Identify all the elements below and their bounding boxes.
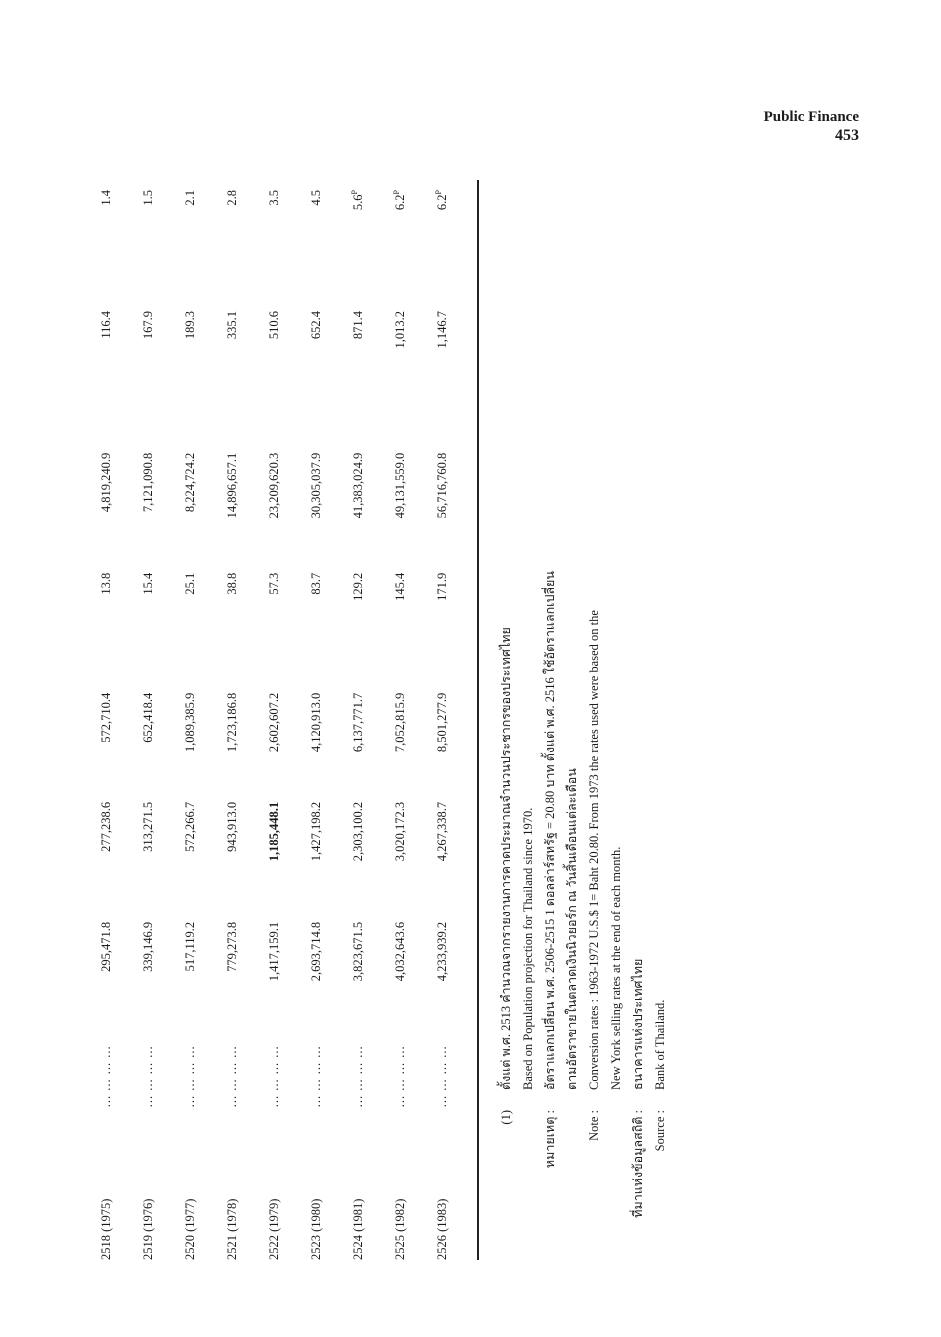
table-row (211, 180, 253, 1260)
cell-col-5: 4,819,240.9 (98, 452, 113, 513)
cell-col-5: 56,716,760.8 (434, 452, 449, 519)
data-table (85, 180, 463, 1260)
remark-label: หมายเหตุ : (543, 1110, 557, 1169)
cell-col-5: 7,121,090.8 (140, 452, 155, 513)
footnote-1-english: Based on Population projection for Thailand since 1970. (521, 807, 535, 1090)
table-bottom-rule (477, 180, 479, 1260)
source-english-label: Source : (653, 1110, 667, 1152)
cell-col-2: 1,427,198.2 (308, 801, 323, 862)
cell-col-7: 3.5 (266, 190, 281, 206)
cell-col-5: 8,224,724.2 (182, 452, 197, 513)
table-row (169, 180, 211, 1260)
table-row (379, 180, 421, 1260)
cell-col-2: 1,185,448.1 (266, 801, 281, 862)
row-year: 2518 (1975) (98, 1198, 113, 1260)
row-leader: ... ... ... ... (392, 1045, 407, 1108)
provisional-marker: P (433, 190, 443, 195)
cell-col-4: 171.9 (434, 572, 449, 601)
table-row (421, 180, 463, 1260)
source-thai-label: ที่มาแห่งข้อมูลสถิติ : (631, 1110, 645, 1218)
remark-line-2: ตามอัตราขายในตลาดเงินนิวยอร์ก ณ วันสิ้นเดือนแต่ละเดือน (565, 768, 579, 1090)
cell-col-5: 14,896,657.1 (224, 452, 239, 519)
cell-col-3: 6,137,771.7 (350, 692, 365, 753)
cell-col-6: 335.1 (224, 310, 239, 340)
cell-col-2: 4,267,338.7 (434, 801, 449, 862)
cell-col-1: 339,146.9 (140, 921, 155, 972)
cell-col-7: 1.5 (140, 190, 155, 206)
cell-col-3: 1,723,186.8 (224, 692, 239, 753)
cell-col-4: 57.3 (266, 572, 281, 595)
cell-col-6: 871.4 (350, 310, 365, 340)
row-year: 2519 (1976) (140, 1198, 155, 1260)
cell-col-3: 2,602,607.2 (266, 692, 281, 753)
cell-col-6: 510.6 (266, 310, 281, 340)
cell-col-1: 4,032,643.6 (392, 921, 407, 982)
row-leader: ... ... ... ... (434, 1045, 449, 1108)
row-year: 2526 (1983) (434, 1198, 449, 1260)
row-year: 2521 (1978) (224, 1198, 239, 1260)
cell-col-4: 83.7 (308, 572, 323, 595)
table-row (337, 180, 379, 1260)
row-leader: ... ... ... ... (350, 1045, 365, 1108)
cell-col-7: $6.2^P$ (391, 190, 408, 211)
cell-col-1: 4,233,939.2 (434, 921, 449, 982)
row-year: 2523 (1980) (308, 1198, 323, 1260)
row-leader: ... ... ... ... (224, 1045, 239, 1108)
cell-col-6: 1,146.7 (434, 310, 449, 349)
cell-col-3: 8,501,277.9 (434, 692, 449, 753)
cell-col-2: 2,303,100.2 (350, 801, 365, 862)
remark-line-1: อัตราแลกเปลี่ยน พ.ศ. 2506-2515 1 ดอลล่าร์สหรัฐ = 20.80 บาท ตั้งแต่ พ.ศ. 2516 ใช้อัตราแลกเปลี่ยน (543, 571, 557, 1090)
row-year: 2522 (1979) (266, 1198, 281, 1260)
cell-col-2: 313,271.5 (140, 801, 155, 852)
cell-col-4: 13.8 (98, 572, 113, 595)
cell-col-5: 41,383,024.9 (350, 452, 365, 519)
cell-col-3: 4,120,913.0 (308, 692, 323, 753)
source-english (649, 260, 671, 1260)
table-row (295, 180, 337, 1260)
cell-col-1: 1,417,159.1 (266, 921, 281, 982)
row-year: 2525 (1982) (392, 1198, 407, 1260)
row-leader: ... ... ... ... (98, 1045, 113, 1108)
cell-col-4: 15.4 (140, 572, 155, 595)
rotated-page-content (85, 180, 705, 1260)
note-label: Note : (587, 1110, 601, 1141)
table-row (85, 180, 127, 1260)
cell-col-3: 652,418.4 (140, 692, 155, 743)
row-leader: ... ... ... ... (140, 1045, 155, 1108)
source-thai (627, 260, 649, 1260)
cell-col-2: 572,266.7 (182, 801, 197, 852)
row-leader: ... ... ... ... (308, 1045, 323, 1108)
cell-col-5: 23,209,620.3 (266, 452, 281, 519)
cell-col-7: 2.1 (182, 190, 197, 206)
running-header (764, 108, 859, 146)
cell-col-6: 116.4 (98, 310, 113, 339)
cell-col-6: 1,013.2 (392, 310, 407, 349)
cell-col-2: 277,238.6 (98, 801, 113, 852)
note-line-1: Conversion rates : 1963-1972 U.S.$ 1= Baht 20.80. From 1973 the rates used were based on the (587, 610, 601, 1090)
page-number: 453 (835, 127, 859, 144)
cell-col-1: 3,823,671.5 (350, 921, 365, 982)
row-year: 2520 (1977) (182, 1198, 197, 1260)
cell-col-1: 779,273.8 (224, 921, 239, 972)
cell-col-4: 129.2 (350, 572, 365, 601)
cell-col-5: 30,305,037.9 (308, 452, 323, 519)
cell-col-7: 2.8 (224, 190, 239, 206)
cell-col-2: 3,020,172.3 (392, 801, 407, 862)
source-english-text: Bank of Thailand. (653, 999, 667, 1090)
table-row (253, 180, 295, 1260)
table-row (127, 180, 169, 1260)
note (583, 260, 605, 1260)
cell-col-4: 38.8 (224, 572, 239, 595)
footnote-1-thai: ตั้งแต่ พ.ศ. 2513 คำนวณจากรายงานการคาดประมาณจำนวนประชากรของประเทศไทย (499, 627, 513, 1090)
cell-col-6: 167.9 (140, 310, 155, 340)
cell-col-4: 145.4 (392, 572, 407, 601)
cell-col-6: 189.3 (182, 310, 197, 340)
footnote-1-label: (1) (499, 1110, 513, 1125)
row-leader: ... ... ... ... (266, 1045, 281, 1108)
cell-col-3: 1,089,385.9 (182, 692, 197, 753)
cell-col-3: 7,052,815.9 (392, 692, 407, 753)
row-leader: ... ... ... ... (182, 1045, 197, 1108)
cell-col-1: 2,693,714.8 (308, 921, 323, 982)
cell-col-7: 1.4 (98, 190, 113, 206)
cell-col-5: 49,131,559.0 (392, 452, 407, 519)
footnotes (495, 260, 671, 1260)
cell-col-4: 25.1 (182, 572, 197, 595)
footnote-1 (495, 260, 517, 1260)
cell-col-7: $6.2^P$ (433, 190, 450, 211)
provisional-marker: P (349, 190, 359, 195)
source-thai-text: ธนาคารแห่งประเทศไทย (631, 958, 645, 1090)
cell-col-1: 295,471.8 (98, 921, 113, 972)
cell-col-1: 517,119.2 (182, 921, 197, 972)
section-title: Public Finance (763, 109, 859, 125)
note-line-2: New York selling rates at the end of each month. (609, 846, 623, 1090)
remark-thai (539, 260, 561, 1260)
cell-col-2: 943,913.0 (224, 801, 239, 852)
cell-col-3: 572,710.4 (98, 692, 113, 743)
cell-col-7: 4.5 (308, 190, 323, 206)
row-year: 2524 (1981) (350, 1198, 365, 1260)
cell-col-7: $5.6^P$ (349, 190, 366, 211)
provisional-marker: P (391, 190, 401, 195)
cell-col-6: 652.4 (308, 310, 323, 340)
